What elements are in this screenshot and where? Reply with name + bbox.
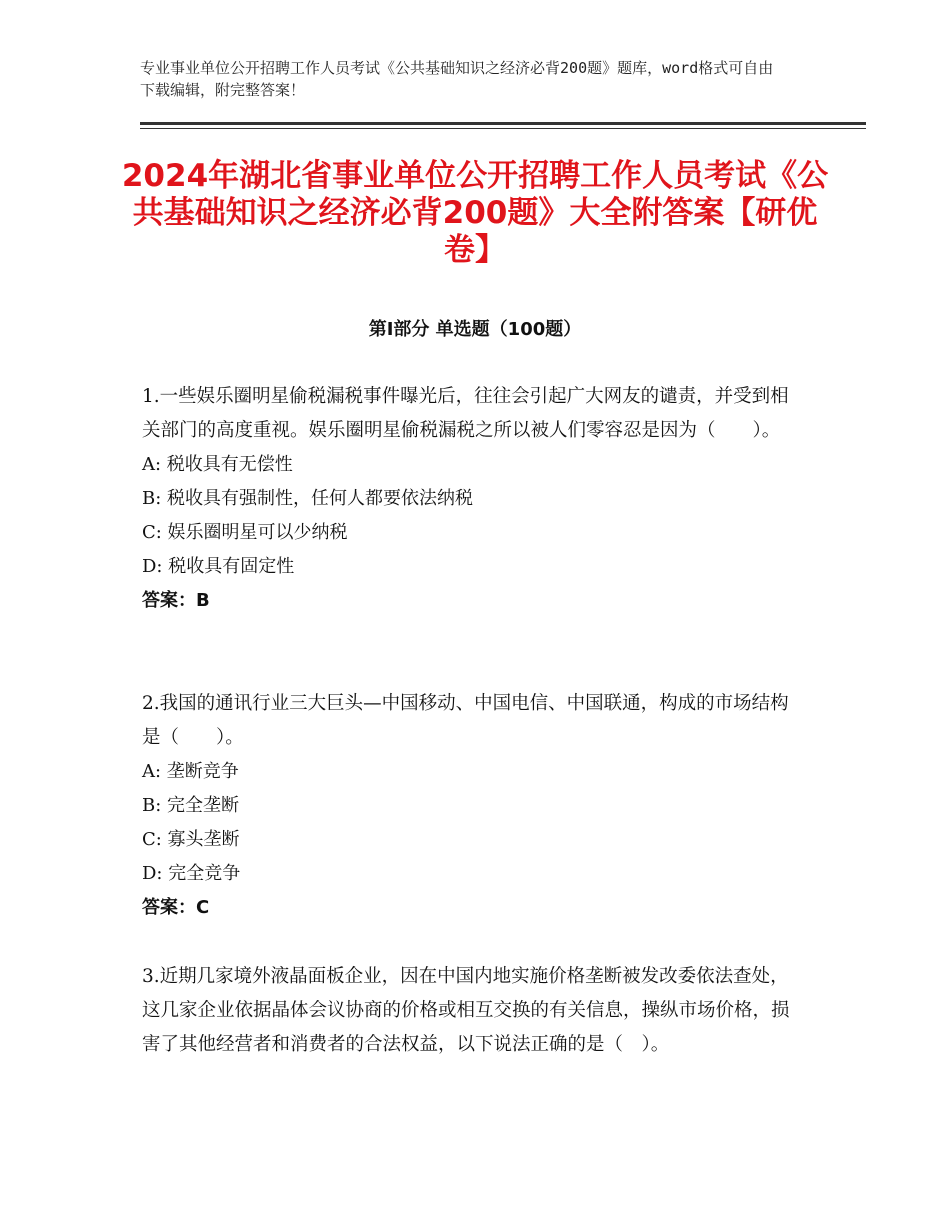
option-c: C: 娱乐圈明星可以少纳税 <box>142 522 348 543</box>
header-divider-thick <box>140 122 866 125</box>
document-title: 2024年湖北省事业单位公开招聘工作人员考试《公共基础知识之经济必背200题》大全附答案【研优卷】 <box>121 158 829 268</box>
option-b: B: 税收具有强制性，任何人都要依法纳税 <box>142 488 474 509</box>
question-stem: 3.近期几家境外液晶面板企业，因在中国内地实施价格垄断被发改委依法查处，这几家企业依据晶体会议协商的价格或相互交换的有关信息，操纵市场价格，损害了其他经营者和消费者的合法权益，以下说法正确的是（ ）。 <box>142 966 790 1055</box>
question-stem: 1.一些娱乐圈明星偷税漏税事件曝光后，往往会引起广大网友的谴责，并受到相关部门的高度重视。娱乐圈明星偷税漏税之所以被人们零容忍是因为（ ）。 <box>142 386 789 441</box>
question-stem: 2.我国的通讯行业三大巨头—中国移动、中国电信、中国联通，构成的市场结构是（ ）。 <box>142 693 789 748</box>
header-divider-thin <box>140 128 866 129</box>
option-d: D: 税收具有固定性 <box>142 556 295 577</box>
header-note: 专业事业单位公开招聘工作人员考试《公共基础知识之经济必背200题》题库，word格式可自由下载编辑，附完整答案！ <box>140 59 774 99</box>
question-3 <box>142 960 802 1062</box>
question-1 <box>142 380 802 618</box>
option-a: A: 税收具有无偿性 <box>142 454 293 475</box>
option-a: A: 垄断竞争 <box>142 761 239 782</box>
answer: 答案：C <box>142 897 210 918</box>
answer: 答案：B <box>142 590 210 611</box>
option-c: C: 寡头垄断 <box>142 829 240 850</box>
section-title: 第I部分 单选题（100题） <box>368 319 582 340</box>
option-b: B: 完全垄断 <box>142 795 240 816</box>
option-d: D: 完全竞争 <box>142 863 241 884</box>
question-2 <box>142 687 802 925</box>
